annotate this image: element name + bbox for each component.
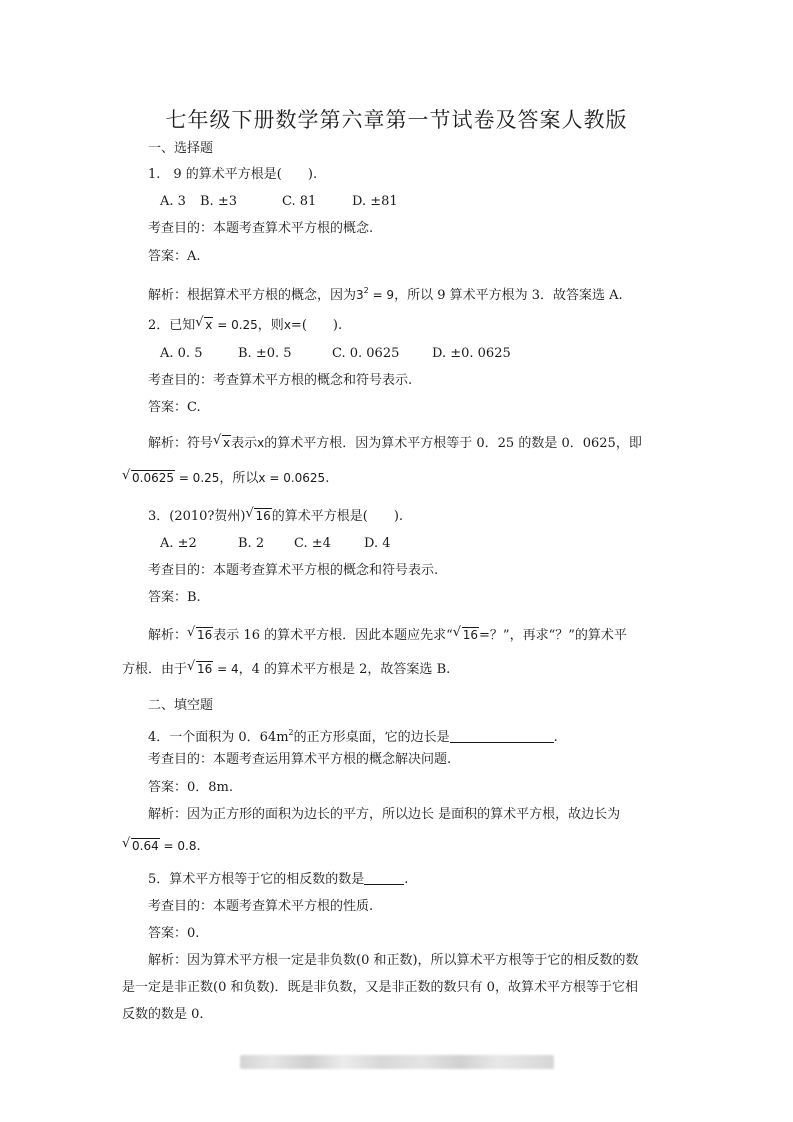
q5-goal: 考查目的：本题考查算术平方根的性质. [148, 899, 374, 914]
q2-stem-x: x [283, 318, 291, 332]
q3-explanation-line2 [122, 661, 450, 678]
q3-expl-formula [187, 625, 213, 642]
q3-expl2-text-a: 方根．由于 [122, 662, 188, 677]
q2-goal: 考查目的：考查算术平方根的概念和符号表示. [148, 373, 413, 388]
q5-stem-text-b: . [404, 872, 409, 887]
q2-stem [148, 317, 342, 334]
section-heading-fill: 二、填空题 [148, 698, 214, 713]
q4-stem-text-c: . [553, 730, 558, 745]
q4-stem [148, 725, 558, 746]
q5-explanation-line2: 是一定是非正数(0 和负数)．既是非负数，又是非正数的数只有 0，故算术平方根等于它相 [122, 980, 638, 995]
q1-expl-result: = 9 [368, 288, 395, 302]
q2-answer: 答案：C. [148, 400, 201, 415]
q2-expl-text-b: 表示 [231, 436, 258, 451]
q1-answer: 答案：A. [148, 249, 201, 264]
sqrt-symbol: √ 16 [245, 506, 271, 523]
q1-expl-formula [356, 288, 394, 302]
q4-expl2-radicand: 0.64 [132, 839, 159, 853]
q3-expl-radicand2: 16 [462, 628, 479, 642]
q4-expl2-text-b: . [196, 839, 201, 854]
q2-expl2-text-b: ，所以 [219, 471, 259, 486]
q4-explanation-line1: 解析：因为正方形的面积为边长的平方，所以边长 是面积的算术平方根，故边长为 [148, 807, 621, 822]
q2-explanation-line2 [122, 470, 329, 487]
q2-expl-text-c: 的算术平方根．因为算术平方根等于 0．25 的数是 0．0625，即 [264, 436, 642, 451]
q1-option-a: A. 3 [160, 194, 186, 209]
q3-answer: 答案：B. [148, 590, 201, 605]
q4-answer-blank [450, 730, 554, 743]
q3-options [160, 536, 391, 552]
q4-explanation-line2 [122, 838, 201, 855]
q4-stem-text-b: 的正方形桌面，它的边长是 [293, 730, 450, 745]
blurred-footer-watermark [240, 1055, 554, 1069]
q1-option-d: D. ±81 [352, 194, 398, 209]
q2-expl2-value: = 0.25 [175, 471, 220, 485]
sqrt-symbol: √ 16 [187, 659, 213, 676]
q3-expl-text-c: =？”，再求“？”的算术平 [479, 628, 627, 643]
q1-expl-text-a: 解析：根据算术平方根的概念，因为 [148, 288, 357, 303]
q3-expl-radicand: 16 [197, 628, 213, 642]
q2-expl2-radicand: 0.0625 [132, 471, 174, 485]
q1-option-b: B. ±3 [200, 194, 237, 209]
q5-stem [148, 872, 408, 888]
q5-answer-blank [364, 872, 404, 885]
sqrt-symbol: √ x [195, 315, 213, 332]
q3-option-a: A. ±2 [160, 536, 197, 551]
q1-stem: 1. 9 的算术平方根是( ). [148, 167, 318, 182]
q1-expl-base: 3 [356, 288, 364, 302]
q3-expl2-formula [187, 659, 239, 676]
q1-goal: 考查目的：本题考查算术平方根的概念. [148, 221, 374, 236]
q3-expl-formula2 [452, 625, 479, 642]
q3-expl-text-a: 解析： [148, 628, 188, 643]
q3-option-b: B. 2 [238, 536, 265, 551]
q2-option-b: B. ±0. 5 [238, 346, 292, 361]
q3-option-d: D. 4 [364, 536, 391, 551]
q2-option-d: D. ±0. 0625 [432, 346, 511, 361]
q3-option-c: C. ±4 [294, 536, 331, 551]
q2-expl-text-a: 解析：符号 [148, 436, 214, 451]
sqrt-symbol: √ 0.64 [122, 836, 159, 853]
sqrt-symbol: √ 0.0625 [122, 468, 174, 485]
q3-explanation-line1 [148, 627, 627, 644]
sqrt-symbol: √ 16 [452, 625, 479, 642]
q4-expl2-formula [122, 836, 197, 853]
q2-stem-text-a: 2．已知 [148, 318, 196, 333]
q3-stem-formula [245, 506, 271, 523]
q3-expl2-text-b: ，4 的算术平方根是 2，故答案选 B. [238, 662, 451, 677]
q3-expl-text-b: 表示 16 的算术平方根．因此本题应先求“ [213, 628, 453, 643]
q2-stem-text-b: ，则 [257, 318, 284, 333]
q2-explanation-line1 [148, 435, 642, 452]
q2-stem-text-c: =( ). [290, 318, 343, 333]
q4-answer: 答案：0．8m. [148, 780, 234, 795]
sqrt-symbol: √ 16 [187, 625, 213, 642]
q4-expl2-value: = 0.8 [159, 839, 197, 853]
q2-expl2-text-c: . [325, 471, 330, 486]
q1-expl-text-b: ，所以 9 算术平方根为 3．故答案选 A. [394, 288, 623, 303]
q2-expl-formula [213, 433, 231, 450]
q1-option-c: C. 81 [282, 194, 317, 209]
page-title: 七年级下册数学第六章第一节试卷及答案人教版 [165, 108, 628, 132]
q2-option-a: A. 0. 5 [160, 346, 203, 361]
q2-stem-radicand: x [205, 318, 213, 332]
q2-option-c: C. 0. 0625 [332, 346, 400, 361]
q1-explanation [148, 283, 623, 304]
q3-goal: 考查目的：本题考查算术平方根的概念和符号表示. [148, 563, 439, 578]
q2-options [160, 346, 511, 362]
q5-answer: 答案：0. [148, 926, 200, 941]
q4-stem-exponent: 2 [288, 728, 294, 737]
q3-stem-radicand: 16 [255, 509, 271, 523]
q5-stem-text-a: 5．算术平方根等于它的相反数的数是 [148, 872, 365, 887]
q3-expl2-value: = 4 [213, 662, 239, 676]
q3-stem [148, 508, 403, 525]
q2-expl2-formula2: x = 0.0625 [258, 471, 326, 485]
q2-stem-formula [195, 315, 258, 332]
q2-expl2-formula [122, 468, 220, 485]
sqrt-symbol: √ x [213, 433, 231, 450]
q1-options [160, 194, 398, 210]
q2-expl-x: x [257, 436, 265, 450]
q1-expl-exponent: 2 [363, 286, 369, 295]
q3-stem-text-b: 的算术平方根是( ). [271, 509, 404, 524]
q4-goal: 考查目的：本题考查运用算术平方根的概念解决问题. [148, 752, 452, 767]
q4-stem-text-a: 4．一个面积为 0．64m [148, 730, 289, 745]
q3-expl2-radicand: 16 [197, 662, 213, 676]
q2-expl-radicand: x [223, 436, 231, 450]
q5-explanation-line1: 解析：因为算术平方根一定是非负数(0 和正数)，所以算术平方根等于它的相反数的数 [148, 953, 639, 968]
q3-stem-text-a: 3．(2010?贺州) [148, 509, 246, 524]
section-heading-choice: 一、选择题 [148, 141, 214, 156]
q5-explanation-line3: 反数的数是 0. [122, 1007, 204, 1022]
q2-stem-value: = 0.25 [213, 318, 258, 332]
